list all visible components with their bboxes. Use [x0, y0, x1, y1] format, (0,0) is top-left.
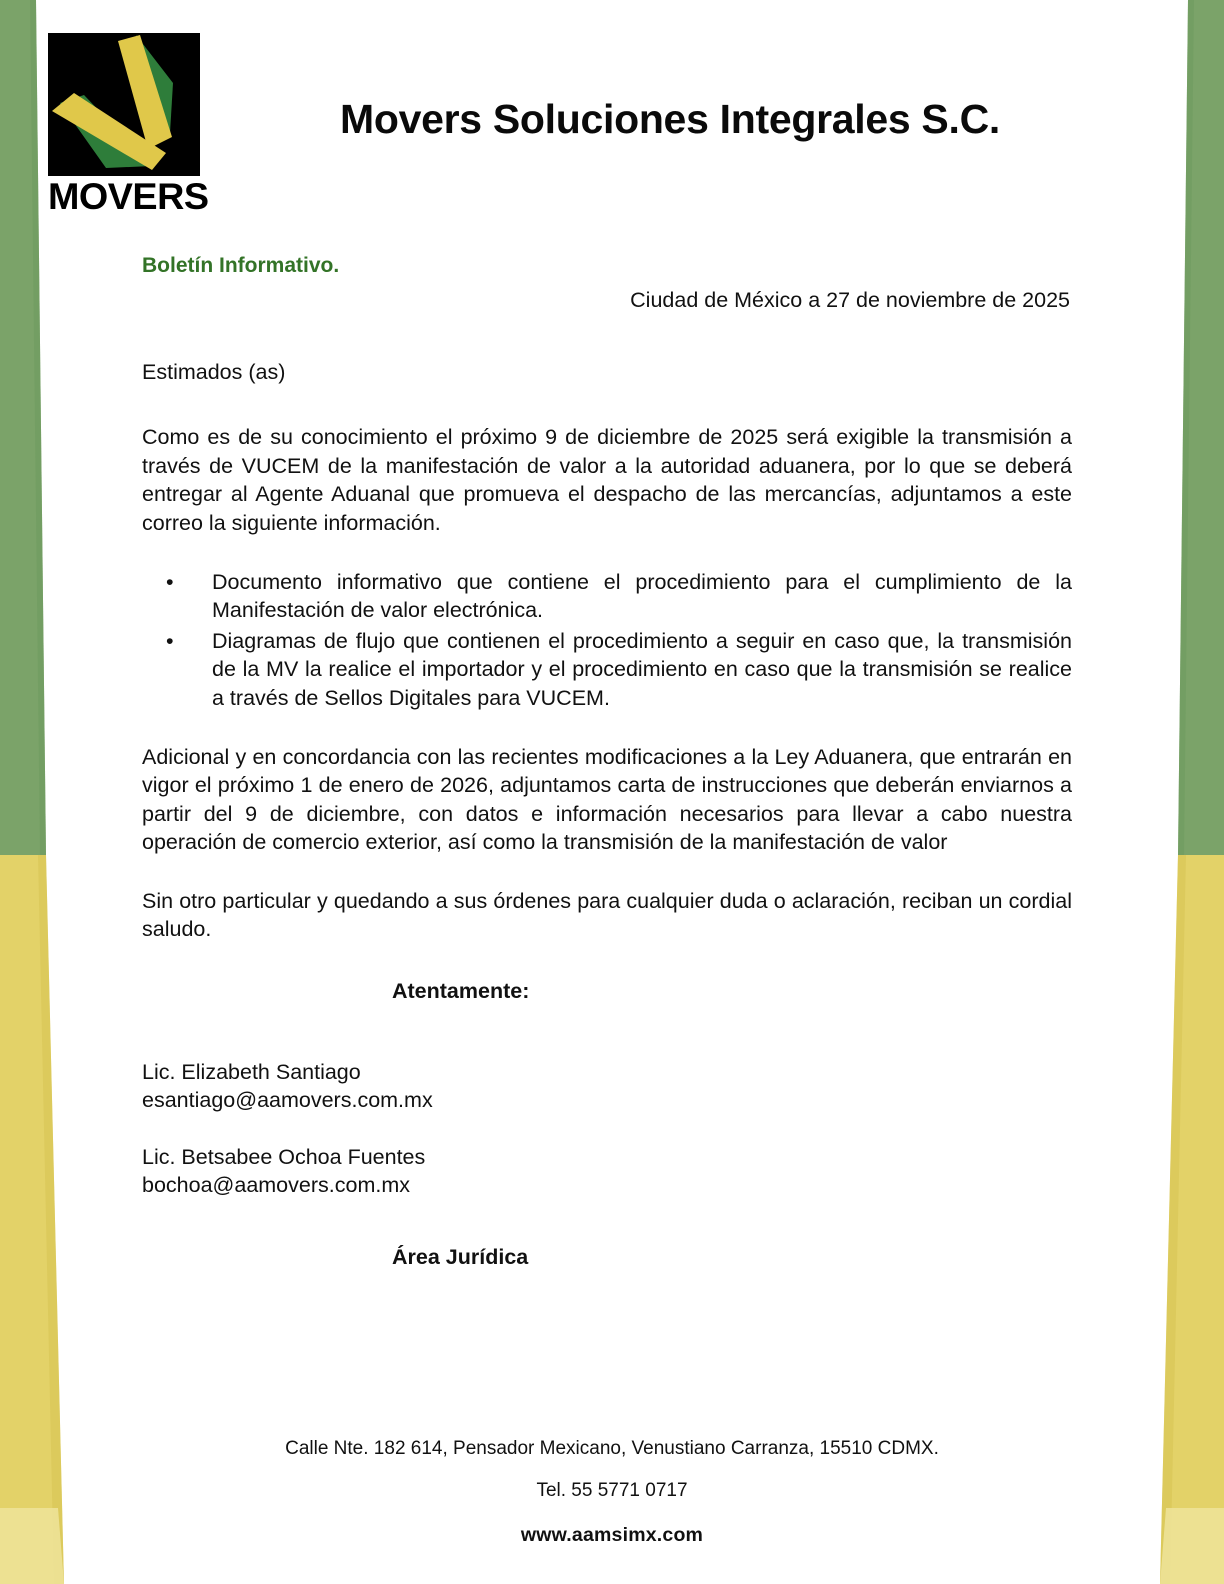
signatory-email: bochoa@aamovers.com.mx [142, 1173, 410, 1198]
page-header [0, 0, 1224, 230]
bulletin-label: Boletín Informativo. [142, 254, 340, 277]
salutation: Atentamente: [392, 979, 530, 1004]
list-item-text: Diagramas de flujo que contienen el procedimiento a seguir en caso que, la transmisión de la MV la realice el importador y el procedimiento en caso que la transmisión se realice a través de Sellos Digitales para VUCEM. [212, 628, 1072, 710]
paragraph-2: Adicional y en concordancia con las recientes modificaciones a la Ley Aduanera, que entrarán en vigor el próximo 1 de enero de 2026, adjuntamos carta de instrucciones que deberán enviarnos a partir del 9 de diciembre, con datos e información necesarios para llevar a cabo nuestra operación de comercio exterior, así como la transmisión de la manifestación de valor [142, 744, 1072, 855]
footer-address: Calle Nte. 182 614, Pensador Mexicano, Venustiano Carranza, 15510 CDMX. [285, 1438, 939, 1459]
department-label: Área Jurídica [392, 1244, 529, 1269]
signatory-email: esantiago@aamovers.com.mx [142, 1088, 433, 1113]
list-item [142, 627, 1072, 713]
footer-phone: Tel. 55 5771 0717 [536, 1480, 688, 1501]
list-item-text: Documento informativo que contiene el procedimiento para el cumplimiento de la Manifestación de valor electrónica. [212, 569, 1072, 623]
signatory-1 [142, 1058, 1072, 1115]
footer-website: www.aamsimx.com [520, 1524, 704, 1546]
greeting: Estimados (as) [142, 360, 286, 385]
company-logo [48, 33, 209, 217]
closing-paragraph: Sin otro particular y quedando a sus órdenes para cualquier duda o aclaración, reciban un cordial saludo. [142, 888, 1072, 942]
logo-wordmark: MOVERS [48, 176, 209, 217]
date-line: Ciudad de México a 27 de noviembre de 2025 [630, 288, 1070, 313]
letter-body [142, 252, 1072, 1271]
paragraph-1: Como es de su conocimiento el próximo 9 de diciembre de 2025 será exigible la transmisión a través de VUCEM de la manifestación de valor a la autoridad aduanera, por lo que se deberá entregar al Agente Aduanal que promueva el despacho de las mercancías, adjuntamos a este correo la siguiente información. [142, 425, 1072, 535]
page-footer [0, 1438, 1224, 1547]
company-title: Movers Soluciones Integrales S.C. [340, 96, 1000, 142]
attachment-list [142, 568, 1072, 713]
signatory-2 [142, 1143, 1072, 1200]
signatory-name: Lic. Elizabeth Santiago [142, 1060, 361, 1085]
logo-mark-icon [48, 33, 200, 176]
bullet-icon: • [166, 628, 174, 653]
signatory-name: Lic. Betsabee Ochoa Fuentes [142, 1144, 426, 1169]
list-item [142, 568, 1072, 625]
bullet-icon: • [166, 569, 174, 594]
